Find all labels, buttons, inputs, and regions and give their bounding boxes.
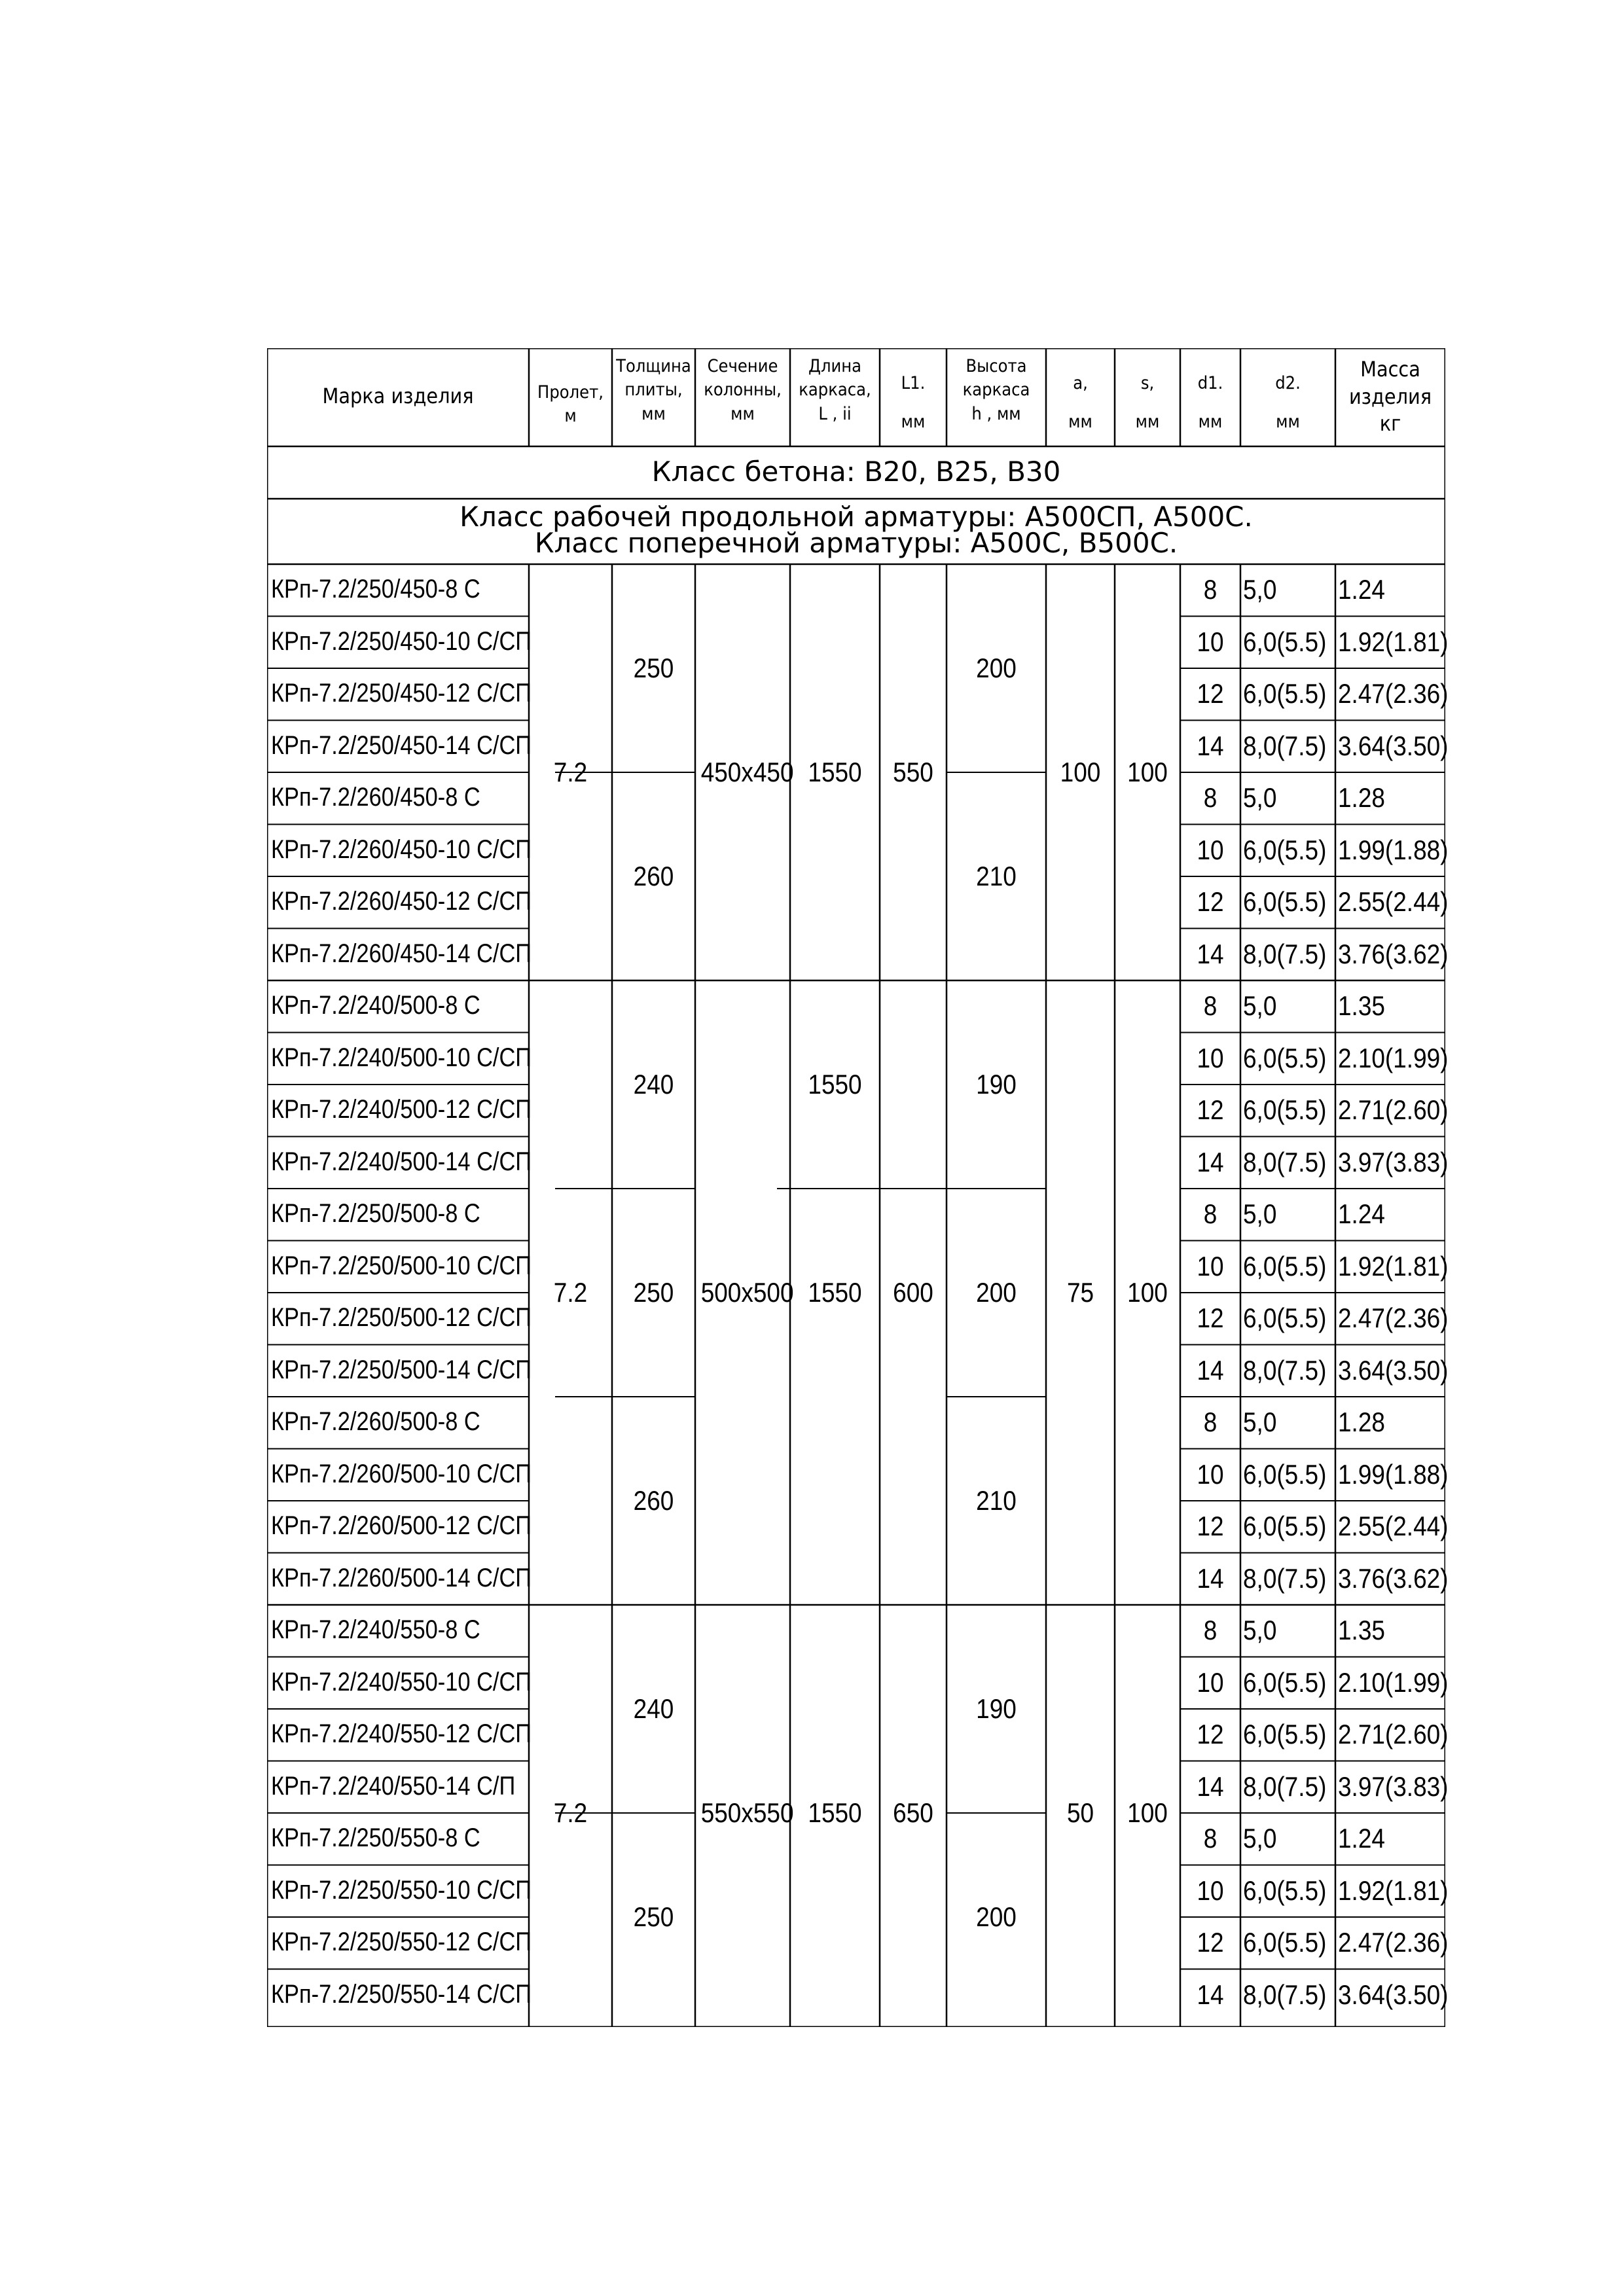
height-cell: 200 xyxy=(976,1901,1017,1932)
d1-cell: 12 xyxy=(1197,1927,1224,1958)
length-top-cell: 1550 xyxy=(808,1069,862,1100)
mass-cell: 3.64(3.50) xyxy=(1338,1354,1449,1386)
d2-cell: 6,0(5.5) xyxy=(1243,1511,1327,1541)
section-cell: 500x500 xyxy=(700,1277,794,1308)
d1-cell: 12 xyxy=(1197,1094,1224,1125)
mass-cell: 3.97(3.83) xyxy=(1338,1770,1449,1802)
d2-cell: 8,0(7.5) xyxy=(1243,730,1327,761)
d1-cell: 14 xyxy=(1197,1146,1224,1177)
d2-cell: 5,0 xyxy=(1243,574,1277,605)
mark-cell: КРп-7.2/260/500-12 С/СП xyxy=(271,1511,532,1540)
l1-cell: 650 xyxy=(893,1797,933,1828)
mark-cell: КРп-7.2/250/550-8 С xyxy=(271,1823,480,1852)
header-d2: d2. мм xyxy=(1275,373,1301,433)
mass-cell: 2.47(2.36) xyxy=(1338,1927,1449,1958)
mass-cell: 3.64(3.50) xyxy=(1338,1979,1449,2010)
mass-cell: 1.92(1.81) xyxy=(1338,626,1449,657)
header-a: a, мм xyxy=(1068,373,1092,433)
d1-cell: 12 xyxy=(1197,1719,1224,1749)
mark-cell: КРп-7.2/240/550-8 С xyxy=(271,1615,480,1644)
mark-cell: КРп-7.2/240/550-14 С/П xyxy=(271,1771,516,1801)
d2-cell: 6,0(5.5) xyxy=(1243,1666,1327,1698)
d1-cell: 8 xyxy=(1203,782,1218,813)
thickness-cell: 250 xyxy=(633,1277,674,1308)
d2-cell: 8,0(7.5) xyxy=(1243,1146,1327,1177)
header-d1: d1. мм xyxy=(1197,373,1223,433)
d1-cell: 8 xyxy=(1203,1823,1218,1854)
d1-cell: 10 xyxy=(1197,626,1224,657)
rebar-class xyxy=(267,501,1445,559)
d2-cell: 5,0 xyxy=(1243,1823,1277,1854)
l1-cell: 600 xyxy=(893,1277,933,1308)
length-cell: 1550 xyxy=(808,1277,862,1308)
mark-cell: КРп-7.2/250/450-12 С/СП xyxy=(271,679,532,708)
mass-cell: 3.64(3.50) xyxy=(1338,730,1449,761)
s-cell: 100 xyxy=(1127,757,1168,787)
d2-cell: 5,0 xyxy=(1243,1615,1277,1645)
mark-cell: КРп-7.2/250/450-10 С/СП xyxy=(271,626,532,656)
mark-cell: КРп-7.2/240/500-14 С/СП xyxy=(271,1147,532,1176)
d2-cell: 6,0(5.5) xyxy=(1243,1302,1327,1333)
d1-cell: 8 xyxy=(1203,990,1218,1021)
d2-cell: 6,0(5.5) xyxy=(1243,626,1327,657)
d1-cell: 14 xyxy=(1197,938,1224,969)
mass-cell: 1.92(1.81) xyxy=(1338,1874,1449,1906)
d2-cell: 5,0 xyxy=(1243,1198,1277,1229)
d2-cell: 5,0 xyxy=(1243,1407,1277,1437)
d1-cell: 10 xyxy=(1197,1874,1224,1906)
d1-cell: 8 xyxy=(1203,1407,1218,1437)
d2-cell: 8,0(7.5) xyxy=(1243,1979,1327,2010)
a-cell: 50 xyxy=(1066,1797,1094,1828)
d2-cell: 5,0 xyxy=(1243,990,1277,1021)
d1-cell: 8 xyxy=(1203,1198,1218,1229)
d2-cell: 8,0(7.5) xyxy=(1243,1354,1327,1386)
d1-cell: 12 xyxy=(1197,1511,1224,1541)
mass-cell: 2.55(2.44) xyxy=(1338,1511,1449,1541)
d2-cell: 6,0(5.5) xyxy=(1243,1927,1327,1958)
header-mass: Масса изделия кг xyxy=(1348,357,1432,437)
d1-cell: 14 xyxy=(1197,1770,1224,1802)
d1-cell: 8 xyxy=(1203,574,1218,605)
d2-cell: 6,0(5.5) xyxy=(1243,1719,1327,1749)
span-cell: 7.2 xyxy=(553,757,588,787)
mass-cell: 3.97(3.83) xyxy=(1338,1146,1449,1177)
height-cell: 200 xyxy=(976,653,1017,683)
section-cell: 450x450 xyxy=(700,757,794,787)
header-s: s, мм xyxy=(1135,373,1160,433)
d1-cell: 14 xyxy=(1197,1979,1224,2010)
header-mark: Марка изделия xyxy=(322,384,474,408)
thickness-cell: 250 xyxy=(633,1901,674,1932)
section-cell: 550x550 xyxy=(700,1797,794,1828)
d2-cell: 6,0(5.5) xyxy=(1243,1042,1327,1073)
mass-cell: 2.55(2.44) xyxy=(1338,886,1449,917)
d2-cell: 8,0(7.5) xyxy=(1243,1562,1327,1594)
mass-cell: 2.47(2.36) xyxy=(1338,678,1449,709)
mark-cell: КРп-7.2/260/450-8 С xyxy=(271,783,480,812)
mark-cell: КРп-7.2/250/500-14 С/СП xyxy=(271,1355,532,1384)
length-cell: 1550 xyxy=(808,757,862,787)
header-length: Длина каркаса, L , ii xyxy=(799,356,871,424)
height-cell: 190 xyxy=(976,1069,1017,1100)
mass-cell: 1.92(1.81) xyxy=(1338,1250,1449,1282)
d2-cell: 6,0(5.5) xyxy=(1243,886,1327,917)
mass-cell: 1.35 xyxy=(1338,990,1385,1021)
d1-cell: 14 xyxy=(1197,1562,1224,1594)
span-cell: 7.2 xyxy=(553,1797,588,1828)
mark-cell: КРп-7.2/260/450-14 С/СП xyxy=(271,939,532,968)
d2-cell: 5,0 xyxy=(1243,782,1277,813)
mass-cell: 2.71(2.60) xyxy=(1338,1094,1449,1125)
height-cell: 200 xyxy=(976,1277,1017,1308)
product-table xyxy=(267,348,1449,2027)
mass-cell: 2.47(2.36) xyxy=(1338,1302,1449,1333)
concrete-class: Класс бетона: В20, В25, В30 xyxy=(651,456,1061,488)
d2-cell: 6,0(5.5) xyxy=(1243,1874,1327,1906)
mark-cell: КРп-7.2/250/550-14 С/СП xyxy=(271,1979,532,2009)
header-section: Сечение колонны, мм xyxy=(704,356,782,424)
d2-cell: 6,0(5.5) xyxy=(1243,1458,1327,1490)
mass-cell: 1.24 xyxy=(1338,574,1385,605)
mark-cell: КРп-7.2/250/500-10 С/СП xyxy=(271,1251,532,1280)
mass-cell: 1.28 xyxy=(1338,1407,1385,1437)
mass-cell: 3.76(3.62) xyxy=(1338,1562,1449,1594)
d1-cell: 8 xyxy=(1203,1615,1218,1645)
d2-cell: 6,0(5.5) xyxy=(1243,678,1327,709)
thickness-cell: 240 xyxy=(633,1069,674,1100)
mass-cell: 3.76(3.62) xyxy=(1338,938,1449,969)
mark-cell: КРп-7.2/240/500-8 С xyxy=(271,991,480,1020)
height-cell: 210 xyxy=(976,861,1017,891)
header-span: Пролет, м xyxy=(537,382,604,427)
mark-cell: КРп-7.2/250/550-10 С/СП xyxy=(271,1875,532,1905)
mark-cell: КРп-7.2/260/500-10 С/СП xyxy=(271,1459,532,1488)
d1-cell: 10 xyxy=(1197,834,1224,865)
d2-cell: 6,0(5.5) xyxy=(1243,1094,1327,1125)
height-cell: 210 xyxy=(976,1485,1017,1516)
mass-cell: 1.99(1.88) xyxy=(1338,834,1449,865)
mark-cell: КРп-7.2/260/500-8 С xyxy=(271,1407,480,1436)
mark-cell: КРп-7.2/240/500-10 С/СП xyxy=(271,1043,532,1072)
height-cell: 190 xyxy=(976,1693,1017,1724)
mark-cell: КРп-7.2/260/450-10 С/СП xyxy=(271,834,532,864)
mass-cell: 2.71(2.60) xyxy=(1338,1719,1449,1749)
thickness-cell: 260 xyxy=(633,1485,674,1516)
a-cell: 100 xyxy=(1060,757,1101,787)
l1-cell: 550 xyxy=(893,757,933,787)
mark-cell: КРп-7.2/250/550-12 С/СП xyxy=(271,1928,532,1956)
a-cell: 75 xyxy=(1066,1277,1094,1308)
s-cell: 100 xyxy=(1127,1797,1168,1828)
mark-cell: КРп-7.2/260/500-14 С/СП xyxy=(271,1563,532,1592)
mass-cell: 2.10(1.99) xyxy=(1338,1666,1449,1698)
mark-cell: КРп-7.2/260/450-12 С/СП xyxy=(271,887,532,916)
header-thickness: Толщина плиты, мм xyxy=(616,356,691,424)
mass-cell: 1.28 xyxy=(1338,782,1385,813)
thickness-cell: 250 xyxy=(633,653,674,683)
d2-cell: 6,0(5.5) xyxy=(1243,834,1327,865)
d1-cell: 14 xyxy=(1197,730,1224,761)
d1-cell: 12 xyxy=(1197,1302,1224,1333)
d1-cell: 12 xyxy=(1197,886,1224,917)
mark-cell: КРп-7.2/250/450-14 С/СП xyxy=(271,730,532,760)
thickness-cell: 260 xyxy=(633,861,674,891)
mass-cell: 1.99(1.88) xyxy=(1338,1458,1449,1490)
mass-cell: 1.24 xyxy=(1338,1823,1385,1854)
length-cell: 1550 xyxy=(808,1797,862,1828)
mass-cell: 1.35 xyxy=(1338,1615,1385,1645)
mark-cell: КРп-7.2/250/500-8 С xyxy=(271,1199,480,1228)
rebar-class-line1: Класс рабочей продольной арматуры: А500СП, А500С. xyxy=(460,501,1253,533)
mark-cell: КРп-7.2/250/500-12 С/СП xyxy=(271,1303,532,1332)
d2-cell: 6,0(5.5) xyxy=(1243,1250,1327,1282)
thickness-cell: 240 xyxy=(633,1693,674,1724)
d1-cell: 12 xyxy=(1197,678,1224,709)
d2-cell: 8,0(7.5) xyxy=(1243,938,1327,969)
mark-cell: КРп-7.2/240/500-12 С/СП xyxy=(271,1095,532,1124)
d1-cell: 10 xyxy=(1197,1666,1224,1698)
mark-cell: КРп-7.2/240/550-12 С/СП xyxy=(271,1719,532,1748)
rebar-class-line2: Класс поперечной арматуры: А500С, В500С. xyxy=(534,526,1178,559)
d1-cell: 10 xyxy=(1197,1042,1224,1073)
d1-cell: 14 xyxy=(1197,1354,1224,1386)
mass-cell: 1.24 xyxy=(1338,1198,1385,1229)
header-height: Высота каркаса h , мм xyxy=(962,356,1030,424)
mark-cell: КРп-7.2/240/550-10 С/СП xyxy=(271,1667,532,1696)
mark-cell: КРп-7.2/250/450-8 С xyxy=(271,575,480,603)
mass-cell: 2.10(1.99) xyxy=(1338,1042,1449,1073)
d2-cell: 8,0(7.5) xyxy=(1243,1770,1327,1802)
d1-cell: 10 xyxy=(1197,1250,1224,1282)
header-l1: L1. мм xyxy=(901,373,926,433)
d1-cell: 10 xyxy=(1197,1458,1224,1490)
s-cell: 100 xyxy=(1127,1277,1168,1308)
span-cell: 7.2 xyxy=(553,1277,588,1308)
